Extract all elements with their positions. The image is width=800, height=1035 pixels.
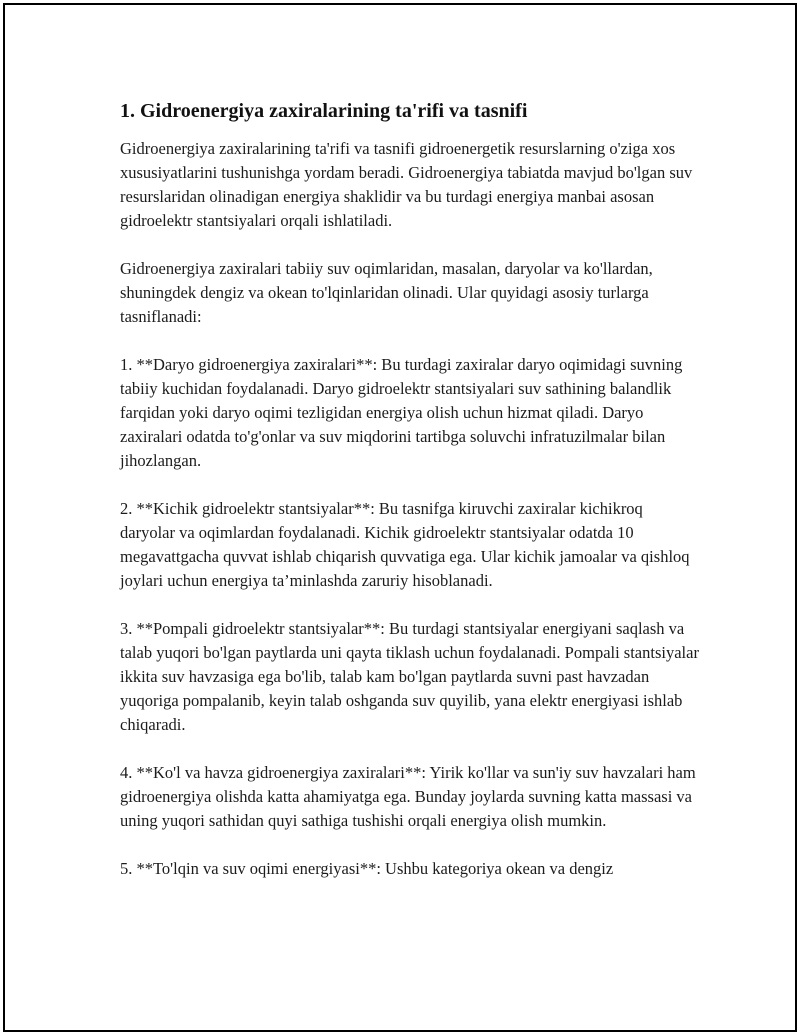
paragraph-lake-reservoir: 4. **Ko'l va havza gidroenergiya zaxiralari**: Yirik ko'llar va sun'iy suv havzalari ham gidroenergiya olishda katta ahamiyatga ega. Bunday joylarda suvning katta massasi va uning yuqori sathidan quyi sathiga tushishi orqali energiya olish mumkin. — [120, 763, 696, 830]
paragraph-sources: Gidroenergiya zaxiralari tabiiy suv oqimlaridan, masalan, daryolar va ko'llardan, shuningdek dengiz va okean to'lqinlaridan olinadi. Ular quyidagi asosiy turlarga tasniflanadi: — [120, 259, 653, 326]
section-heading: 1. Gidroenergiya zaxiralarining ta'rifi va tasnifi — [120, 100, 528, 122]
paragraph-intro: Gidroenergiya zaxiralarining ta'rifi va tasnifi gidroenergetik resurslarning o'ziga xos xususiyatlarini tushunishga yordam beradi. Gidroenergiya tabiatda mavjud bo'lgan suv resurslaridan olinadigan energiya shaklidir va bu turdagi energiya manbai asosan gidroelektr stantsiyalari orqali ishlatiladi. — [120, 139, 693, 230]
paragraph-river-reserves: 1. **Daryo gidroenergiya zaxiralari**: Bu turdagi zaxiralar daryo oqimidagi suvning tabiiy kuchidan foydalanadi. Daryo gidroelektr stantsiyalari suv sathining balandlik farqidan yoki daryo oqimi tezligidan energiya olish uchun hizmat qiladi. Daryo zaxiralari odatda to'g'onlar va suv miqdorini tartibga soluvchi infratuzilmalar bilan jihozlangan. — [120, 355, 683, 470]
paragraph-wave-tidal: 5. **To'lqin va suv oqimi energiyasi**: Ushbu kategoriya okean va dengiz — [120, 859, 614, 878]
document-page — [3, 3, 797, 1032]
paragraph-small-hydro: 2. **Kichik gidroelektr stantsiyalar**: Bu tasnifga kiruvchi zaxiralar kichikroq daryolar va oqimlardan foydalanadi. Kichik gidroelektr stantsiyalar odatda 10 megavattgacha quvvat ishlab chiqarish quvvatiga ega. Ular kichik jamoalar va qishloq joylari uchun energiya ta’minlashda zaruriy hisoblanadi. — [120, 499, 690, 590]
document-body — [120, 98, 700, 905]
paragraph-pumped-storage: 3. **Pompali gidroelektr stantsiyalar**: Bu turdagi stantsiyalar energiyani saqlash va talab yuqori bo'lgan paytlarda uni qayta tiklash uchun foydalanadi. Pompali stantsiyalar ikkita suv havzasiga ega bo'lib, talab kam bo'lgan paytlarda suvni past havzadan yuqoriga pompalanib, keyin talab oshganda suv quyilib, yana elektr energiyasi ishlab chiqaradi. — [120, 619, 699, 734]
